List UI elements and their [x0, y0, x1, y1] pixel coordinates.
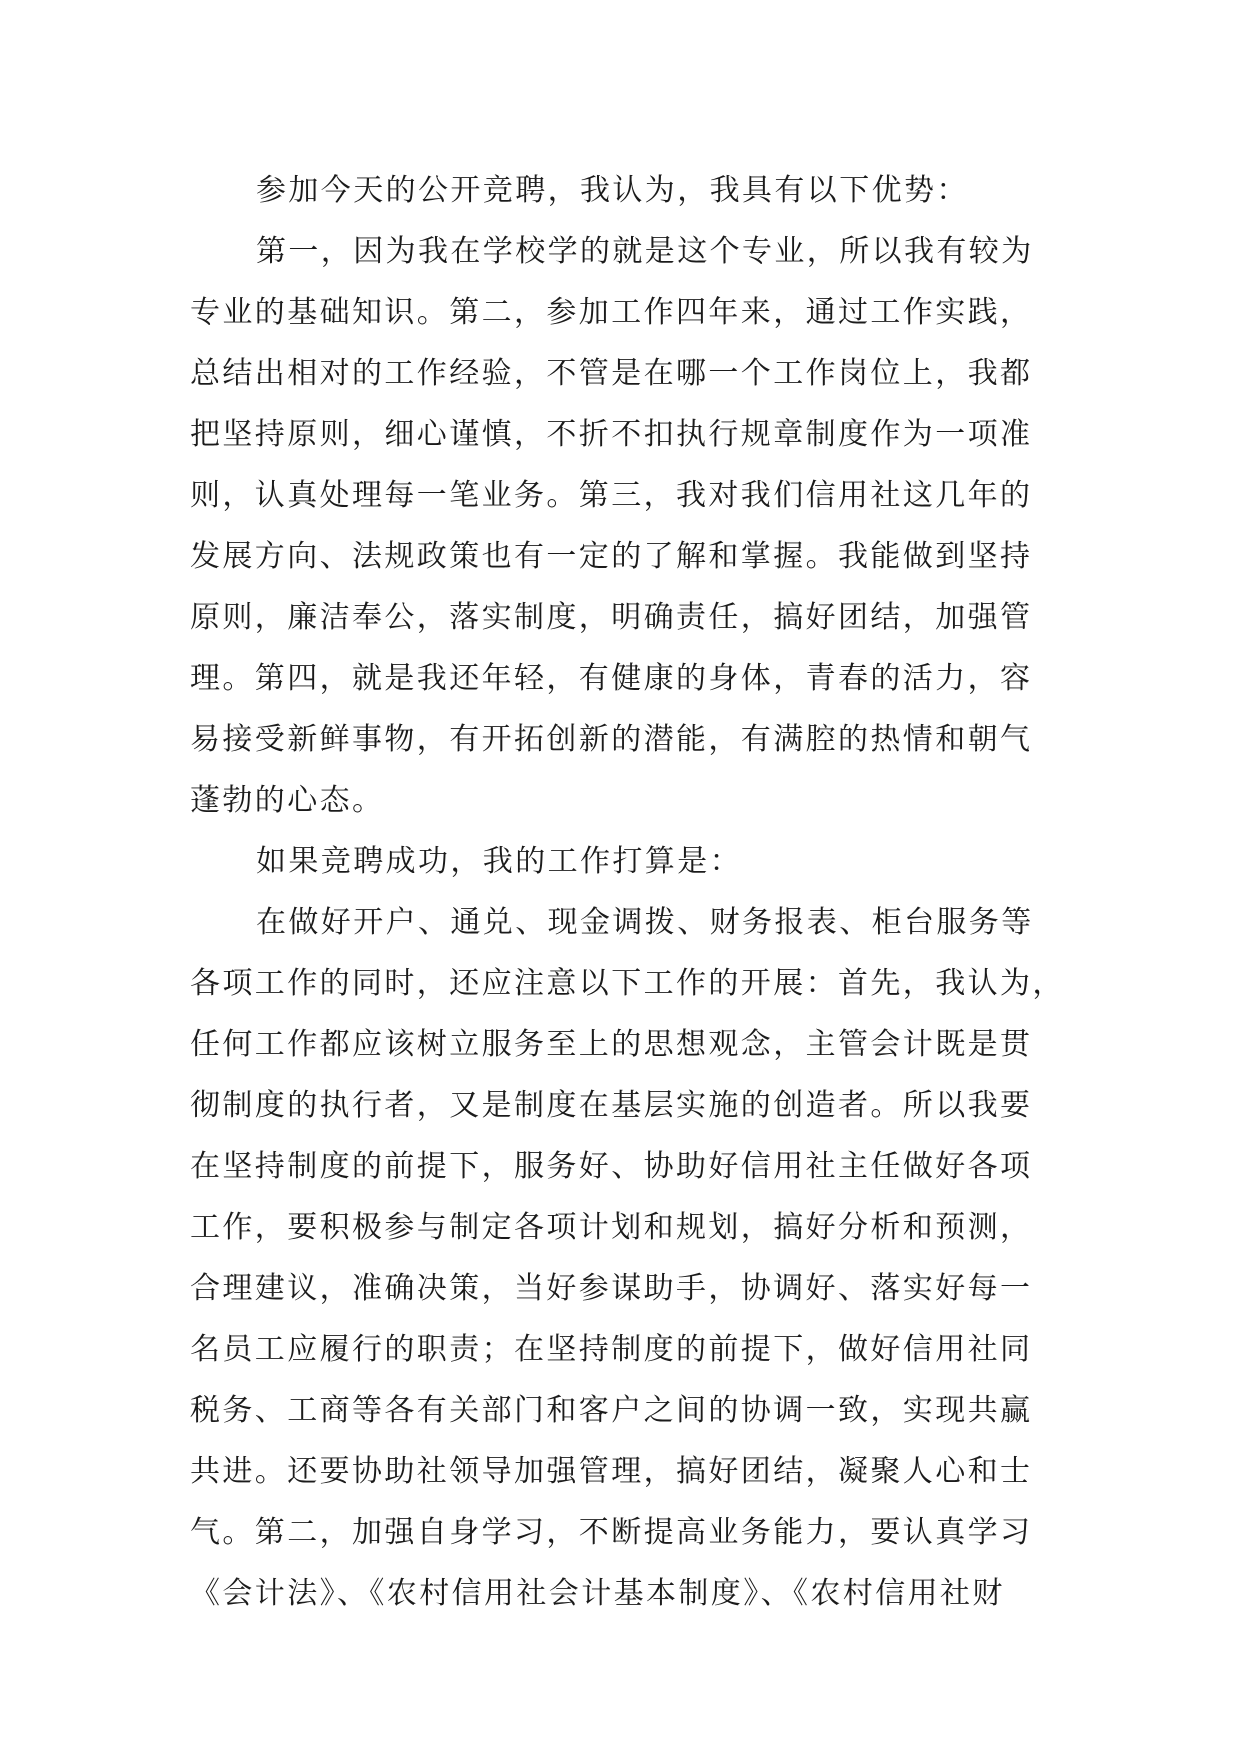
- text-line: 蓬勃的心态。: [190, 783, 385, 818]
- text-line: 理。第四，就是我还年轻，有健康的身体，青春的活力，容: [190, 661, 1033, 696]
- text-line: 易接受新鲜事物，有开拓创新的潜能，有满腔的热情和朝气: [190, 722, 1033, 757]
- text-line: 在做好开户、通兑、现金调拨、财务报表、柜台服务等: [256, 905, 1034, 940]
- text-line: 如果竞聘成功，我的工作打算是：: [256, 844, 742, 879]
- text-line: 《会计法》、《农村信用社会计基本制度》、《农村信用社财: [190, 1576, 1005, 1611]
- text-line: 税务、工商等各有关部门和客户之间的协调一致，实现共赢: [190, 1393, 1033, 1428]
- text-line: 任何工作都应该树立服务至上的思想观念，主管会计既是贯: [190, 1027, 1033, 1062]
- text-line: 则，认真处理每一笔业务。第三，我对我们信用社这几年的: [190, 478, 1033, 513]
- text-line: 彻制度的执行者，又是制度在基层实施的创造者。所以我要: [190, 1088, 1033, 1123]
- text-line: 把坚持原则，细心谨慎，不折不扣执行规章制度作为一项准: [190, 417, 1033, 452]
- paragraph-advantages-intro: [190, 160, 1055, 221]
- text-line: 参加今天的公开竞聘，我认为，我具有以下优势：: [256, 173, 969, 208]
- text-line: 原则，廉洁奉公，落实制度，明确责任，搞好团结，加强管: [190, 600, 1033, 635]
- paragraph-work-plan: [190, 892, 1065, 1624]
- text-line: 在坚持制度的前提下，服务好、协助好信用社主任做好各项: [190, 1149, 1033, 1184]
- text-line: 各项工作的同时，还应注意以下工作的开展：首先，我认为，: [190, 966, 1065, 1001]
- paragraph-plan-intro: [190, 831, 1055, 892]
- text-line: 发展方向、法规政策也有一定的了解和掌握。我能做到坚持: [190, 539, 1033, 574]
- text-line: 总结出相对的工作经验，不管是在哪一个工作岗位上，我都: [190, 356, 1033, 391]
- paragraph-advantages: [190, 221, 1055, 831]
- text-line: 名员工应履行的职责；在坚持制度的前提下，做好信用社同: [190, 1332, 1033, 1367]
- text-line: 第一，因为我在学校学的就是这个专业，所以我有较为: [256, 234, 1034, 269]
- text-line: 气。第二，加强自身学习，不断提高业务能力，要认真学习: [190, 1515, 1033, 1550]
- text-line: 专业的基础知识。第二，参加工作四年来，通过工作实践，: [190, 295, 1033, 330]
- text-line: 共进。还要协助社领导加强管理，搞好团结，凝聚人心和士: [190, 1454, 1033, 1489]
- text-line: 工作，要积极参与制定各项计划和规划，搞好分析和预测，: [190, 1210, 1033, 1245]
- text-line: 合理建议，准确决策，当好参谋助手，协调好、落实好每一: [190, 1271, 1033, 1306]
- document-body: [190, 160, 1065, 1624]
